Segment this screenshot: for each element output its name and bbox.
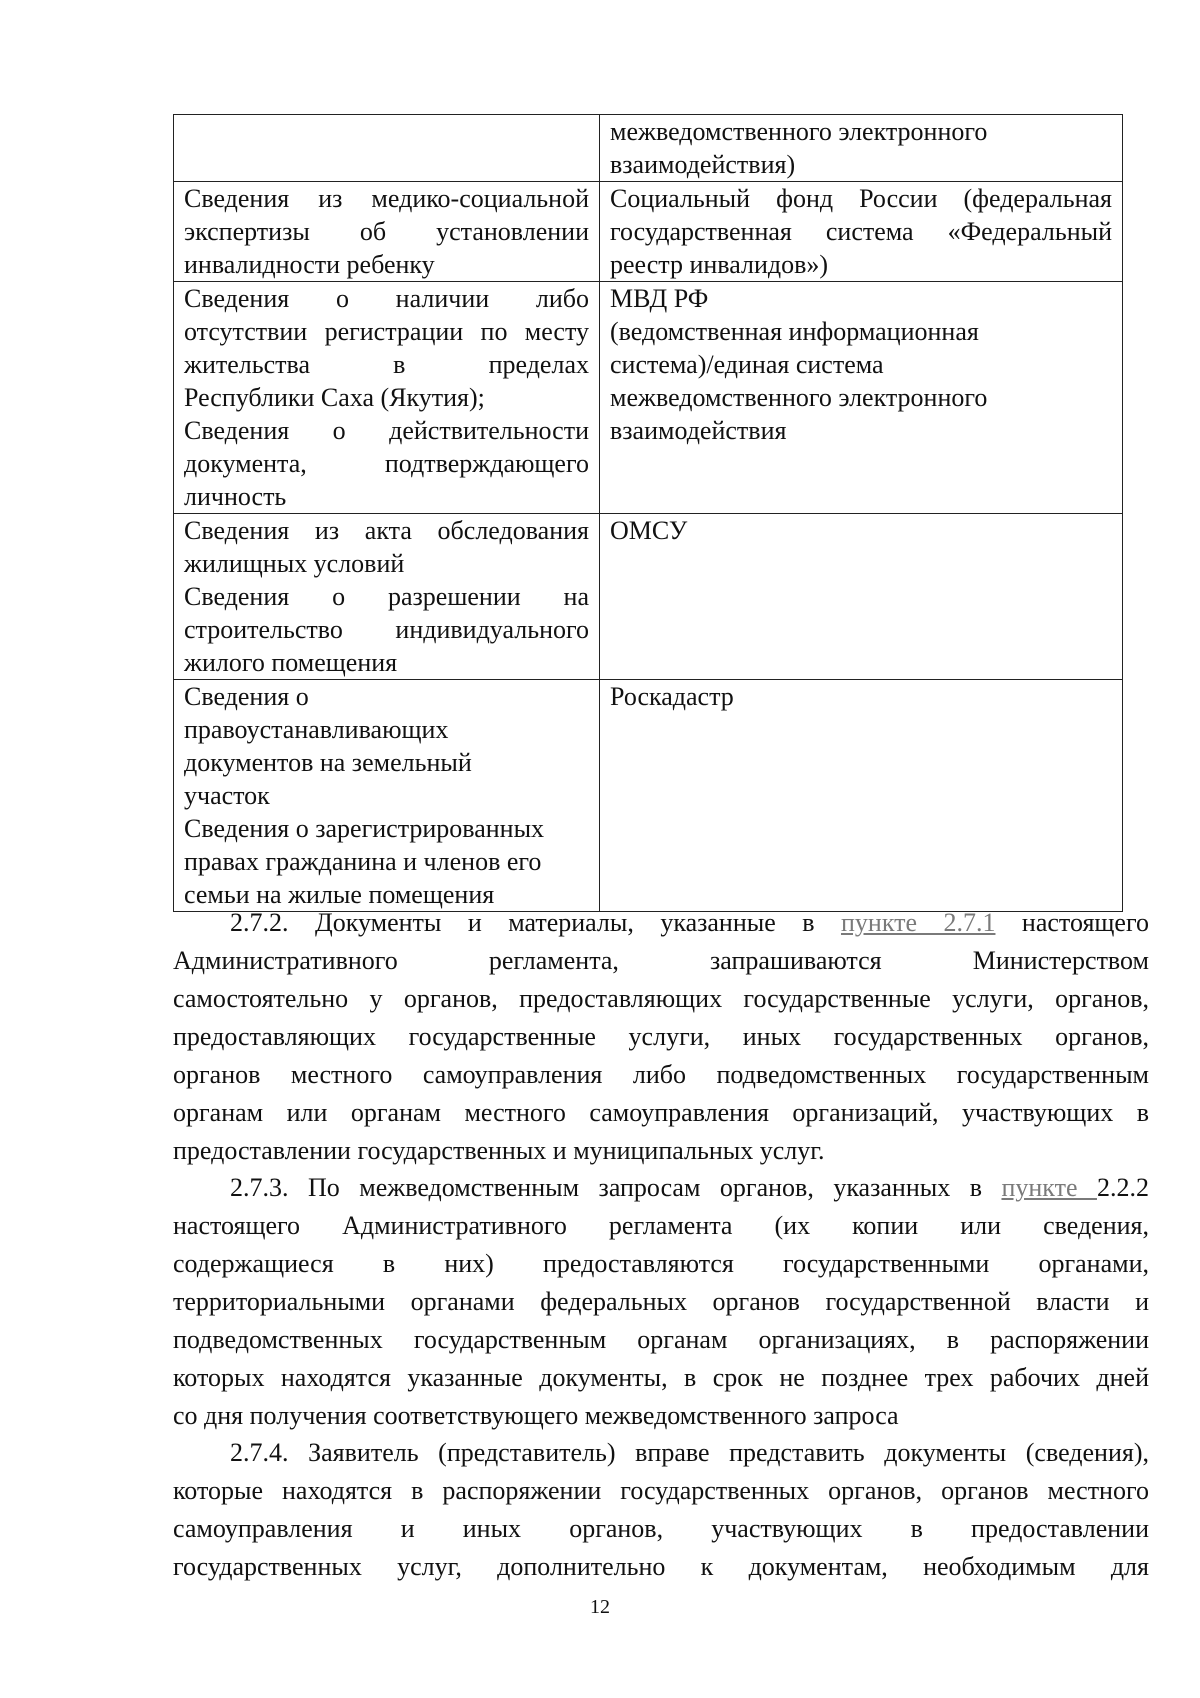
link-punkt-2-7-1[interactable]: пункте 2.7.1 xyxy=(840,908,996,937)
cell-line: взаимодействия xyxy=(610,416,787,445)
link-punkt-2-2-2[interactable]: пункте xyxy=(1001,1173,1097,1202)
paragraph-line: Административного регламента, запрашиваются Министерством xyxy=(173,946,1149,975)
cell-line: реестр инвалидов») xyxy=(610,250,829,279)
cell-line: государственная система «Федеральный xyxy=(610,217,1112,246)
cell-line: документа, подтверждающего xyxy=(184,449,589,478)
cell-line: правах гражданина и членов его xyxy=(184,847,542,876)
cell-line: жилищных условий xyxy=(184,549,405,578)
table-cell-source xyxy=(600,182,1123,282)
paragraph-line: которые находятся в распоряжении государственных органов, органов местного xyxy=(173,1476,1149,1505)
table-cell-documents xyxy=(174,680,600,912)
table-cell-source xyxy=(600,282,1123,514)
cell-line: МВД РФ xyxy=(610,284,709,313)
cell-line: участок xyxy=(184,781,270,810)
cell-line: Социальный фонд России (федеральная xyxy=(610,184,1112,213)
cell-line: жилого помещения xyxy=(184,648,398,677)
paragraph-line: содержащиеся в них) предоставляются государственными органами, xyxy=(173,1249,1149,1278)
cell-line: (ведомственная информационная xyxy=(610,317,979,346)
cell-line: экспертизы об установлении xyxy=(184,217,589,246)
paragraph-line: подведомственных государственным органам организациях, в распоряжении xyxy=(173,1325,1149,1354)
cell-line: строительство индивидуального xyxy=(184,615,589,644)
table-row xyxy=(174,282,1123,514)
paragraph-line: 2.7.4. Заявитель (представитель) вправе представить документы (сведения), xyxy=(230,1438,1149,1467)
documents-table xyxy=(173,114,1123,912)
cell-line: Республики Саха (Якутия); xyxy=(184,383,485,412)
cell-line: документов на земельный xyxy=(184,748,472,777)
cell-line: личность xyxy=(184,482,287,511)
cell-line: взаимодействия) xyxy=(610,150,796,179)
text-run: 2.7.2. Документы и материалы, указанные в xyxy=(230,908,841,937)
cell-line: Роскадастр xyxy=(610,682,734,711)
page-number: 12 xyxy=(590,1596,610,1618)
cell-line: Сведения о зарегистрированных xyxy=(184,814,545,843)
table-cell-documents xyxy=(174,514,600,680)
text-run: 2.7.3. По межведомственным запросам органов, указанных в xyxy=(230,1173,1002,1202)
paragraph-line: предоставляющих государственные услуги, иных государственных органов, xyxy=(173,1022,1149,1051)
paragraph-line: которых находятся указанные документы, в срок не позднее трех рабочих дней xyxy=(173,1363,1149,1392)
paragraph-line: органам или органам местного самоуправления организаций, участвующих в xyxy=(173,1098,1149,1127)
paragraph-2-7-4 xyxy=(173,1434,1149,1586)
cell-line: Сведения о наличии либо xyxy=(184,284,589,313)
paragraph-2-7-3 xyxy=(173,1169,1149,1435)
paragraph-2-7-2 xyxy=(173,904,1149,1170)
cell-line: инвалидности ребенку xyxy=(184,250,435,279)
text-run: 2.2.2 xyxy=(1096,1173,1149,1202)
table-row xyxy=(174,514,1123,680)
paragraph-line: настоящего Административного регламента (их копии или сведения, xyxy=(173,1211,1149,1240)
paragraph-line: самостоятельно у органов, предоставляющих государственные услуги, органов, xyxy=(173,984,1149,1013)
paragraph-line xyxy=(173,904,1149,942)
cell-line: жительства в пределах xyxy=(184,350,589,379)
table-cell-source xyxy=(600,680,1123,912)
cell-line: Сведения о xyxy=(184,682,309,711)
table-row xyxy=(174,182,1123,282)
paragraph-line: территориальными органами федеральных органов государственной власти и xyxy=(173,1287,1149,1316)
paragraph-line: со дня получения соответствующего межведомственного запроса xyxy=(173,1401,899,1430)
table-cell-documents xyxy=(174,115,600,182)
table-cell-source xyxy=(600,514,1123,680)
table-row xyxy=(174,680,1123,912)
table-cell-source xyxy=(600,115,1123,182)
table-row xyxy=(174,115,1123,182)
paragraph-line: предоставлении государственных и муниципальных услуг. xyxy=(173,1136,825,1165)
cell-line: Сведения о разрешении на xyxy=(184,582,589,611)
cell-line: правоустанавливающих xyxy=(184,715,449,744)
paragraph-line: органов местного самоуправления либо подведомственных государственным xyxy=(173,1060,1149,1089)
table-cell-documents xyxy=(174,182,600,282)
paragraph-line xyxy=(173,1169,1149,1207)
cell-line: отсутствии регистрации по месту xyxy=(184,317,589,346)
text-run: настоящего xyxy=(995,908,1149,937)
cell-line: Сведения из акта обследования xyxy=(184,516,589,545)
cell-line: семьи на жилые помещения xyxy=(184,880,495,909)
cell-line: Сведения из медико-социальной xyxy=(184,184,589,213)
cell-line: межведомственного электронного xyxy=(610,117,988,146)
cell-line: ОМСУ xyxy=(610,516,688,545)
table-cell-documents xyxy=(174,282,600,514)
cell-line: система)/единая система xyxy=(610,350,884,379)
cell-line: межведомственного электронного xyxy=(610,383,988,412)
paragraph-line: государственных услуг, дополнительно к документам, необходимым для xyxy=(173,1552,1149,1581)
paragraph-line: самоуправления и иных органов, участвующих в предоставлении xyxy=(173,1514,1149,1543)
cell-line: Сведения о действительности xyxy=(184,416,589,445)
